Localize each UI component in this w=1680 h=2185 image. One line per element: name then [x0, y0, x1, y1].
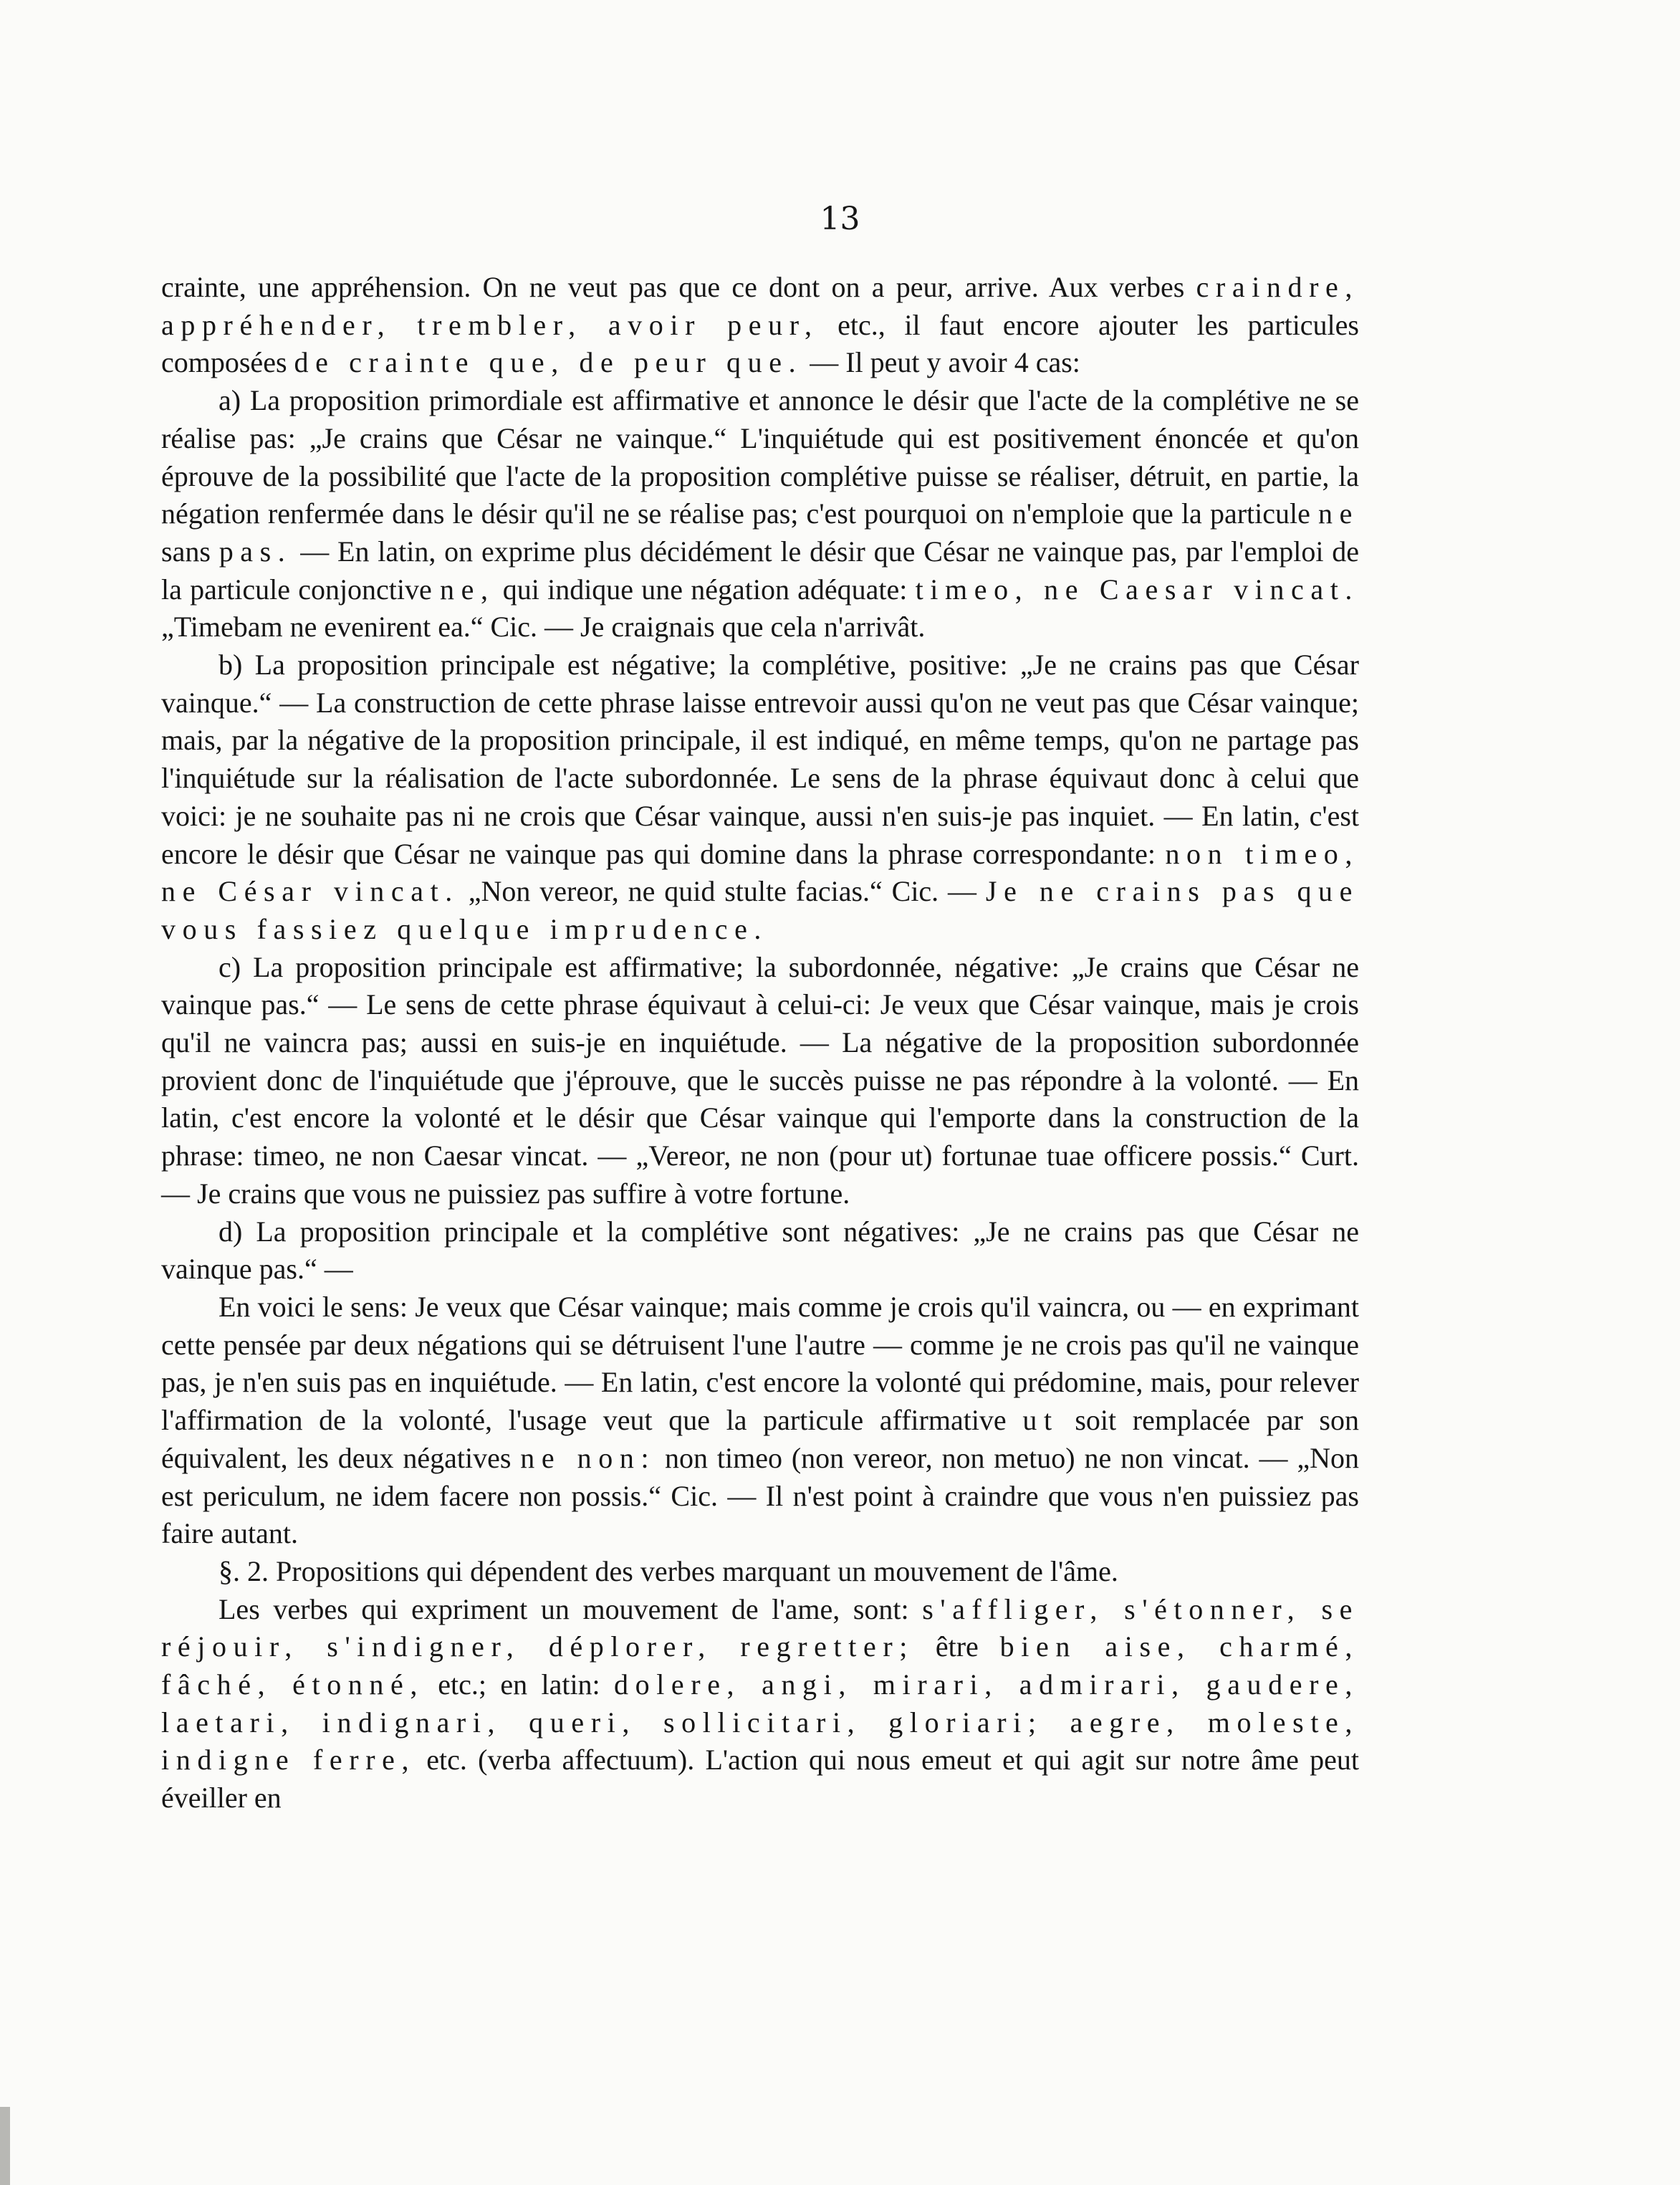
spaced-emphasis-text: dolere, angi, mirari, admirari, gaudere, laetari, indignari, queri, sollicitari, gloriari; aegre, moleste, indigne ferre,: [161, 1668, 1359, 1777]
spaced-emphasis-text: s'affliger, s'étonner, se réjouir, s'indigner, déplorer, regretter;: [161, 1592, 1360, 1663]
paragraph: [161, 1288, 1359, 1553]
text-run: soit remplacée par son équivalent, les deux négatives: [161, 1404, 1360, 1474]
scan-edge-shadow: [0, 2107, 10, 2185]
spaced-emphasis-text: timeo, ne Caesar vincat.: [915, 573, 1360, 606]
text-run: d) La proposition principale et la complétive sont négatives: „Je ne crains pas que César ne vainque pas.“ —: [161, 1215, 1359, 1286]
paragraph: [161, 382, 1359, 646]
text-run: etc. (verba affectuum). L'action qui nous emeut et qui agit sur notre âme peut éveiller en: [161, 1744, 1359, 1815]
paragraph: [161, 646, 1359, 949]
text-run: crainte, une appréhension. On ne veut pas que ce dont on a peur, arrive. Aux verbes: [161, 271, 1196, 303]
spaced-emphasis-text: de crainte que, de peur que.: [294, 346, 803, 379]
paragraph: [161, 1213, 1359, 1288]
text-run: etc., il faut encore ajouter les particules composées: [161, 308, 1359, 379]
paragraph: [161, 1553, 1359, 1591]
spaced-emphasis-text: ne: [1318, 497, 1359, 530]
paragraph: [161, 949, 1359, 1213]
page-number: 13: [820, 201, 860, 237]
text-run: etc.; en latin:: [423, 1668, 615, 1701]
text-run: — Il peut y avoir 4 cas:: [802, 346, 1080, 379]
text-run: Les verbes qui expriment un mouvement de l'ame, sont:: [219, 1592, 923, 1625]
text-run: non timeo (non vereor, non metuo) ne non vincat. — „Non est periculum, ne idem facere non possis.“ Cic. — Il n'est point à craindre que vous n'en puissiez pas faire autant.: [161, 1441, 1360, 1550]
text-run: En voici le sens: Je veux que César vainque; mais comme je crois qu'il vaincra, ou — en exprimant cette pensée par deux négations qui se détruisent l'une l'autre — comme je ne crois pas qu'il ne vainque pas, je n'en suis pas en inquiétude. — En latin, c'est encore la volonté qui prédomine, mais, pour relever l'affirmation de la volonté, l'usage veut que la particule affirmative: [161, 1290, 1359, 1437]
spaced-emphasis-text: ut: [1022, 1404, 1059, 1437]
text-run: qui indique une négation adéquate:: [494, 573, 916, 606]
paragraph: [161, 269, 1359, 382]
text-run: §. 2. Propositions qui dépendent des verbes marquant un mouvement de l'âme.: [219, 1554, 1118, 1587]
text-run: c) La proposition principale est affirmative; la subordonnée, négative: „Je crains que César ne vainque pas.“ — Le sens de cette phrase équivaut à celui-ci: Je veux que César vainque, mais je crois qu'il ne vaincra pas; aussi en suis-je en inquiétude. — La négative de la proposition subordonnée provient donc de l'inquiétude que j'éprouve, que le succès puisse ne pas répondre à la volonté. — En latin, c'est encore la volonté et le désir que César vainque qui l'emporte dans la construction de la phrase: timeo, ne non Caesar vincat. — „Vereor, ne non (pour ut) fortunae tuae officere possis.“ Curt. — Je crains que vous ne puissiez pas suffire à votre fortune.: [161, 950, 1359, 1210]
spaced-emphasis-text: pas.: [219, 535, 292, 568]
text-run: — En latin, on exprime plus décidément le désir que César ne vainque pas, par l'emploi de la particule conjonctive: [161, 535, 1359, 606]
text-run: „Non vereor, ne quid stulte facias.“ Cic. —: [459, 875, 986, 908]
text-run: a) La proposition primordiale est affirmative et annonce le désir que l'acte de la complétive ne se réalise pas: „Je crains que César ne vainque.“ L'inquiétude qui est positivement énoncée et qu'on éprouve de la possibilité que l'acte de la proposition complétive puisse se réaliser, détruit, en partie, la négation renfermée dans le désir qu'il ne se réalise pas; c'est pourquoi on n'emploie que la particule: [161, 384, 1359, 530]
text-run: „Timebam ne evenirent ea.“ Cic. — Je craignais que cela n'arrivât.: [161, 611, 926, 644]
body-text: [161, 269, 1359, 1817]
spaced-emphasis-text: ne non:: [520, 1441, 656, 1474]
spaced-emphasis-text: ne,: [440, 573, 495, 606]
paragraph: [161, 1591, 1359, 1817]
spaced-emphasis-text: Je ne crains pas que vous fassiez quelque imprudence.: [161, 875, 1359, 945]
spaced-emphasis-text: non timeo, ne César vincat.: [161, 837, 1360, 908]
text-run: être: [913, 1630, 1000, 1663]
text-run: sans: [161, 535, 219, 568]
spaced-emphasis-text: bien aise, charmé, fâché, étonné,: [161, 1630, 1359, 1701]
text-run: b) La proposition principale est négative; la complétive, positive: „Je ne crains pas que César vainque.“ — La construction de cette phrase laisse entrevoir aussi qu'on ne veut pas que César vainque; mais, par la négative de la proposition principale, il est indiqué, en même temps, qu'on ne partage pas l'inquiétude sur la réalisation de l'acte subordonnée. Le sens de la phrase équivaut donc à celui que voici: je ne souhaite pas ni ne crois que César vainque, aussi n'en suis-je pas inquiet. — En latin, c'est encore le désir que César ne vainque pas qui domine dans la phrase correspondante:: [161, 649, 1359, 870]
spaced-emphasis-text: craindre, appréhender, trembler, avoir peur,: [161, 271, 1359, 341]
